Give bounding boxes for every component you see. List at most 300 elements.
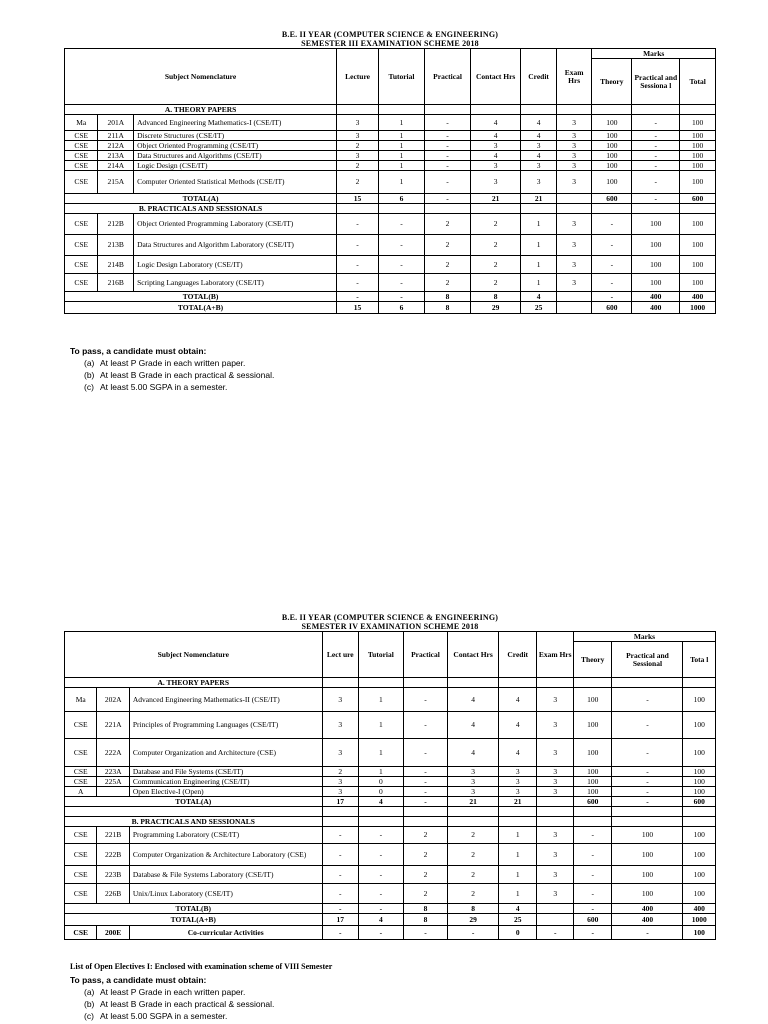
table-cell: CSE: [65, 712, 97, 739]
table-cell: 2: [448, 844, 499, 866]
table-cell: 100: [683, 767, 716, 777]
table-cell: 15: [337, 194, 379, 204]
semester-4-cocurricular-row: [65, 926, 716, 940]
table-cell: [556, 302, 592, 314]
table-cell: Advanced Engineering Mathematics-II (CSE/IT): [129, 688, 322, 712]
table-cell: -: [359, 904, 404, 914]
table-cell: CSE: [65, 235, 98, 256]
table-cell: -: [612, 688, 683, 712]
header-total: Total: [680, 59, 716, 105]
table-cell: A: [65, 787, 97, 797]
table-cell: 2: [403, 866, 448, 884]
table-cell: -: [425, 194, 471, 204]
table-cell: 3: [471, 141, 521, 151]
table-row: [65, 115, 716, 131]
table-cell: -: [337, 214, 379, 235]
table-cell: -: [632, 141, 680, 151]
header-practical-sessional: Practical and Sessiona l: [632, 59, 680, 105]
table-row: [65, 161, 716, 171]
table-cell: 223A: [97, 767, 129, 777]
table-cell: 2: [448, 884, 499, 904]
table-cell: [97, 787, 129, 797]
table-cell: -: [425, 141, 471, 151]
table-cell: 3: [322, 688, 359, 712]
table-cell: -: [337, 235, 379, 256]
table-cell: 3: [556, 131, 592, 141]
table-row: [65, 884, 716, 904]
header-exam-hrs: Exam Hrs: [537, 632, 574, 678]
table-cell: 100: [612, 844, 683, 866]
table-cell: 3: [556, 151, 592, 161]
table-cell: 4: [521, 115, 557, 131]
table-cell: 100: [632, 235, 680, 256]
table-cell: -: [573, 827, 612, 844]
table-cell: Data Structures and Algorithm Laboratory (CSE/IT): [134, 235, 337, 256]
table-cell: 400: [612, 914, 683, 926]
table-cell: 214A: [98, 161, 134, 171]
table-row: [65, 274, 716, 292]
table-cell: 3: [556, 171, 592, 194]
table-cell: -: [359, 827, 404, 844]
table-cell: 0: [359, 787, 404, 797]
table-cell: -: [378, 274, 424, 292]
table-cell: 2: [448, 866, 499, 884]
table-cell: 100: [573, 777, 612, 787]
header-exam-hrs: Exam Hrs: [556, 49, 592, 105]
table-cell: 215A: [98, 171, 134, 194]
table-cell: 3: [556, 256, 592, 274]
table-cell: 3: [537, 712, 574, 739]
table-row: [65, 151, 716, 161]
table-cell: 1000: [683, 914, 716, 926]
table-cell: 2: [471, 256, 521, 274]
table-cell: 100: [683, 844, 716, 866]
header-practical: Practical: [425, 49, 471, 105]
header-total: Tota l: [683, 642, 716, 678]
table-cell: 2: [425, 256, 471, 274]
table-row: [65, 844, 716, 866]
header-practical-sessional: Practical and Sessional: [612, 642, 683, 678]
table-cell: CSE: [65, 767, 97, 777]
table-cell: 100: [573, 787, 612, 797]
table-cell: 400: [683, 904, 716, 914]
note-item: (a) At least P Grade in each written paper.: [84, 987, 246, 997]
table-cell: -: [612, 739, 683, 767]
table-cell: Computer Oriented Statistical Methods (CSE/IT): [134, 171, 337, 194]
header-lecture: Lect ure: [322, 632, 359, 678]
table-cell: 400: [632, 292, 680, 302]
semester-4-theory-rows: [65, 688, 716, 797]
table-cell: TOTAL(A): [65, 797, 323, 807]
table-cell: 4: [471, 151, 521, 161]
table-cell: -: [337, 274, 379, 292]
table-cell: 1: [521, 235, 557, 256]
table-cell: 8: [448, 904, 499, 914]
table-cell: 200E: [97, 926, 129, 940]
header-contact-hrs: Contact Hrs: [471, 49, 521, 105]
table-cell: 4: [498, 904, 537, 914]
table-cell: [537, 904, 574, 914]
table-cell: 100: [683, 827, 716, 844]
section-theory-papers: A. THEORY PAPERS: [65, 678, 323, 688]
table-cell: 225A: [97, 777, 129, 787]
table-cell: -: [632, 161, 680, 171]
table-cell: 4: [521, 292, 557, 302]
table-cell: 100: [683, 884, 716, 904]
semester-4-title-line2: SEMESTER IV EXAMINATION SCHEME 2018: [301, 622, 479, 631]
table-cell: 8: [471, 292, 521, 302]
semester-3-total-ab: [65, 302, 716, 314]
table-cell: TOTAL(A+B): [65, 302, 337, 314]
table-cell: 1: [359, 767, 404, 777]
table-row: [65, 767, 716, 777]
table-row: [65, 827, 716, 844]
table-cell: 21: [498, 797, 537, 807]
semester-4-total-a: [65, 797, 716, 807]
table-cell: 3: [498, 767, 537, 777]
table-cell: 214B: [98, 256, 134, 274]
table-cell: -: [425, 151, 471, 161]
table-cell: 216B: [98, 274, 134, 292]
table-cell: 2: [337, 171, 379, 194]
table-cell: 4: [498, 688, 537, 712]
table-cell: 1: [521, 214, 557, 235]
table-cell: -: [322, 866, 359, 884]
table-cell: 1: [378, 131, 424, 141]
table-cell: 1: [498, 884, 537, 904]
note-item: (a) At least P Grade in each written paper.: [84, 358, 246, 368]
table-cell: -: [632, 115, 680, 131]
semester-4-practical-rows: [65, 827, 716, 904]
table-cell: 100: [592, 171, 632, 194]
table-cell: 100: [683, 866, 716, 884]
table-row: [65, 866, 716, 884]
table-row: [65, 141, 716, 151]
table-cell: 3: [337, 131, 379, 141]
table-cell: -: [359, 866, 404, 884]
table-cell: 100: [680, 115, 716, 131]
table-cell: Open Elective-I (Open): [129, 787, 322, 797]
table-cell: 201A: [98, 115, 134, 131]
semester-3-scheme: [64, 30, 716, 314]
table-cell: 400: [632, 302, 680, 314]
table-cell: 600: [573, 914, 612, 926]
table-cell: 3: [322, 739, 359, 767]
table-cell: 1: [359, 688, 404, 712]
table-cell: Logic Design (CSE/IT): [134, 161, 337, 171]
header-tutorial: Tutorial: [378, 49, 424, 105]
table-cell: 17: [322, 914, 359, 926]
table-cell: -: [337, 256, 379, 274]
table-cell: Logic Design Laboratory (CSE/IT): [134, 256, 337, 274]
section-practicals: B. PRACTICALS AND SESSIONALS: [65, 204, 337, 214]
table-cell: CSE: [65, 739, 97, 767]
table-cell: 2: [425, 274, 471, 292]
table-cell: 3: [521, 161, 557, 171]
table-cell: -: [573, 866, 612, 884]
table-cell: 3: [556, 141, 592, 151]
table-cell: -: [592, 214, 632, 235]
table-cell: -: [425, 171, 471, 194]
note-item: (c) At least 5.00 SGPA in a semester.: [84, 1011, 228, 1021]
table-cell: 3: [337, 115, 379, 131]
table-cell: Computer Organization and Architecture (CSE): [129, 739, 322, 767]
table-cell: 100: [683, 926, 716, 940]
semester-3-table: [64, 48, 716, 314]
table-cell: 3: [537, 688, 574, 712]
table-cell: -: [378, 292, 424, 302]
table-cell: 29: [471, 302, 521, 314]
table-cell: -: [425, 161, 471, 171]
header-lecture: Lecture: [337, 49, 379, 105]
table-cell: 3: [537, 739, 574, 767]
table-cell: 21: [471, 194, 521, 204]
table-cell: -: [378, 256, 424, 274]
table-cell: 3: [521, 171, 557, 194]
table-cell: 4: [521, 151, 557, 161]
table-cell: -: [425, 131, 471, 141]
header-subject: Subject Nomenclature: [65, 49, 337, 105]
table-cell: [537, 914, 574, 926]
table-cell: 21: [521, 194, 557, 204]
table-cell: 3: [556, 235, 592, 256]
semester-4-total-b: [65, 904, 716, 914]
table-row: [65, 688, 716, 712]
table-cell: 8: [403, 904, 448, 914]
table-cell: -: [378, 214, 424, 235]
table-cell: [537, 797, 574, 807]
table-cell: 3: [537, 844, 574, 866]
table-cell: 2: [448, 827, 499, 844]
table-cell: 1: [378, 161, 424, 171]
table-cell: 1: [498, 866, 537, 884]
table-cell: 100: [680, 151, 716, 161]
table-cell: 1: [378, 141, 424, 151]
table-cell: Scripting Languages Laboratory (CSE/IT): [134, 274, 337, 292]
table-cell: 100: [612, 866, 683, 884]
table-cell: 222B: [97, 844, 129, 866]
table-cell: 4: [471, 115, 521, 131]
table-cell: 3: [448, 767, 499, 777]
table-cell: TOTAL(B): [65, 904, 323, 914]
table-cell: 100: [592, 151, 632, 161]
table-cell: 3: [537, 777, 574, 787]
table-cell: 600: [592, 194, 632, 204]
header-contact-hrs: Contact Hrs: [448, 632, 499, 678]
table-cell: -: [403, 926, 448, 940]
table-cell: 15: [337, 302, 379, 314]
notes-heading: To pass, a candidate must obtain:: [70, 975, 207, 985]
table-cell: -: [632, 151, 680, 161]
table-cell: CSE: [65, 827, 97, 844]
semester-3-total-b: [65, 292, 716, 302]
note-item: (b) At least B Grade in each practical & sessional.: [84, 999, 275, 1009]
table-cell: 100: [612, 884, 683, 904]
table-cell: -: [612, 797, 683, 807]
header-credit: Credit: [521, 49, 557, 105]
table-cell: -: [632, 171, 680, 194]
table-cell: -: [612, 926, 683, 940]
table-cell: 221B: [97, 827, 129, 844]
table-cell: 3: [448, 787, 499, 797]
table-cell: 2: [471, 274, 521, 292]
table-cell: 2: [403, 844, 448, 866]
table-cell: 600: [573, 797, 612, 807]
table-cell: 100: [680, 235, 716, 256]
table-cell: CSE: [65, 844, 97, 866]
table-cell: -: [403, 777, 448, 787]
table-cell: 202A: [97, 688, 129, 712]
table-cell: 100: [680, 141, 716, 151]
table-cell: Object Oriented Programming Laboratory (CSE/IT): [134, 214, 337, 235]
table-cell: 1: [359, 712, 404, 739]
table-cell: 213B: [98, 235, 134, 256]
semester-3-total-a: [65, 194, 716, 204]
table-cell: -: [592, 256, 632, 274]
table-cell: [556, 194, 592, 204]
table-cell: TOTAL(A): [65, 194, 337, 204]
table-cell: TOTAL(A+B): [65, 914, 323, 926]
semester-4-pass-notes: [70, 974, 274, 1022]
table-cell: CSE: [65, 151, 98, 161]
table-cell: 3: [537, 767, 574, 777]
table-cell: -: [592, 235, 632, 256]
semester-3-pass-notes: [70, 345, 274, 393]
table-row: [65, 739, 716, 767]
table-cell: 1: [521, 274, 557, 292]
table-cell: Computer Organization & Architecture Laboratory (CSE): [129, 844, 322, 866]
table-cell: 1: [521, 256, 557, 274]
table-cell: -: [403, 712, 448, 739]
table-cell: 100: [680, 131, 716, 141]
notes-heading: To pass, a candidate must obtain:: [70, 346, 207, 356]
table-row: [65, 712, 716, 739]
table-cell: 25: [521, 302, 557, 314]
table-cell: 3: [448, 777, 499, 787]
header-practical: Practical: [403, 632, 448, 678]
table-cell: 17: [322, 797, 359, 807]
table-cell: 100: [680, 256, 716, 274]
table-cell: CSE: [65, 274, 98, 292]
table-cell: 3: [537, 827, 574, 844]
semester-4-total-ab: [65, 914, 716, 926]
table-cell: 222A: [97, 739, 129, 767]
section-theory-papers: A. THEORY PAPERS: [65, 105, 337, 115]
table-cell: 25: [498, 914, 537, 926]
table-cell: -: [592, 292, 632, 302]
semester-3-title-line2: SEMESTER III EXAMINATION SCHEME 2018: [301, 39, 479, 48]
table-cell: 600: [680, 194, 716, 204]
table-cell: CSE: [65, 161, 98, 171]
table-cell: Advanced Engineering Mathematics-I (CSE/IT): [134, 115, 337, 131]
table-cell: Data Structures and Algorithms (CSE/IT): [134, 151, 337, 161]
table-cell: 100: [573, 712, 612, 739]
table-cell: 3: [322, 777, 359, 787]
table-cell: 100: [680, 171, 716, 194]
table-cell: 3: [556, 115, 592, 131]
table-cell: 100: [683, 688, 716, 712]
table-cell: -: [403, 797, 448, 807]
table-cell: -: [322, 884, 359, 904]
table-cell: Programming Laboratory (CSE/IT): [129, 827, 322, 844]
table-cell: Database and File Systems (CSE/IT): [129, 767, 322, 777]
table-cell: 211A: [98, 131, 134, 141]
table-cell: -: [403, 767, 448, 777]
table-cell: 3: [322, 712, 359, 739]
table-cell: CSE: [65, 256, 98, 274]
table-cell: -: [612, 787, 683, 797]
header-subject: Subject Nomenclature: [65, 632, 323, 678]
table-cell: 3: [537, 787, 574, 797]
table-cell: 3: [556, 161, 592, 171]
table-cell: -: [359, 884, 404, 904]
table-cell: 100: [683, 712, 716, 739]
table-cell: -: [573, 904, 612, 914]
table-cell: 4: [448, 688, 499, 712]
table-cell: 223B: [97, 866, 129, 884]
table-cell: -: [403, 739, 448, 767]
table-cell: -: [632, 131, 680, 141]
table-cell: 8: [403, 914, 448, 926]
table-cell: CSE: [65, 141, 98, 151]
table-cell: 4: [448, 739, 499, 767]
table-cell: CSE: [65, 866, 97, 884]
table-cell: 8: [425, 292, 471, 302]
table-cell: 213A: [98, 151, 134, 161]
table-cell: 8: [425, 302, 471, 314]
table-row: [65, 777, 716, 787]
table-cell: CSE: [65, 926, 97, 940]
table-cell: [556, 292, 592, 302]
table-cell: 100: [592, 161, 632, 171]
semester-3-theory-rows: [65, 115, 716, 194]
table-cell: -: [359, 844, 404, 866]
section-practicals: B. PRACTICALS AND SESSIONALS: [65, 817, 323, 827]
table-cell: 100: [632, 214, 680, 235]
table-cell: 3: [537, 866, 574, 884]
table-cell: -: [359, 926, 404, 940]
table-cell: Object Oriented Programming (CSE/IT): [134, 141, 337, 151]
table-cell: 100: [683, 777, 716, 787]
table-cell: 3: [556, 274, 592, 292]
table-cell: 1: [378, 151, 424, 161]
table-cell: 6: [378, 194, 424, 204]
table-cell: 0: [498, 926, 537, 940]
table-cell: 400: [612, 904, 683, 914]
table-cell: 600: [683, 797, 716, 807]
table-cell: -: [337, 292, 379, 302]
table-cell: 4: [498, 712, 537, 739]
table-cell: -: [403, 787, 448, 797]
table-cell: Principles of Programming Languages (CSE/IT): [129, 712, 322, 739]
table-cell: 2: [403, 827, 448, 844]
table-cell: 600: [592, 302, 632, 314]
semester-3-title-line1: B.E. II YEAR (COMPUTER SCIENCE & ENGINEERING): [281, 30, 499, 39]
table-cell: 100: [612, 827, 683, 844]
table-row: [65, 131, 716, 141]
table-row: [65, 214, 716, 235]
table-cell: 221A: [97, 712, 129, 739]
table-row: [65, 256, 716, 274]
table-cell: 4: [359, 797, 404, 807]
header-marks: Marks: [592, 49, 716, 59]
table-cell: 100: [592, 131, 632, 141]
table-cell: -: [592, 274, 632, 292]
table-cell: -: [322, 904, 359, 914]
semester-4-table: [64, 631, 716, 940]
table-cell: 1: [498, 844, 537, 866]
table-cell: 100: [632, 274, 680, 292]
